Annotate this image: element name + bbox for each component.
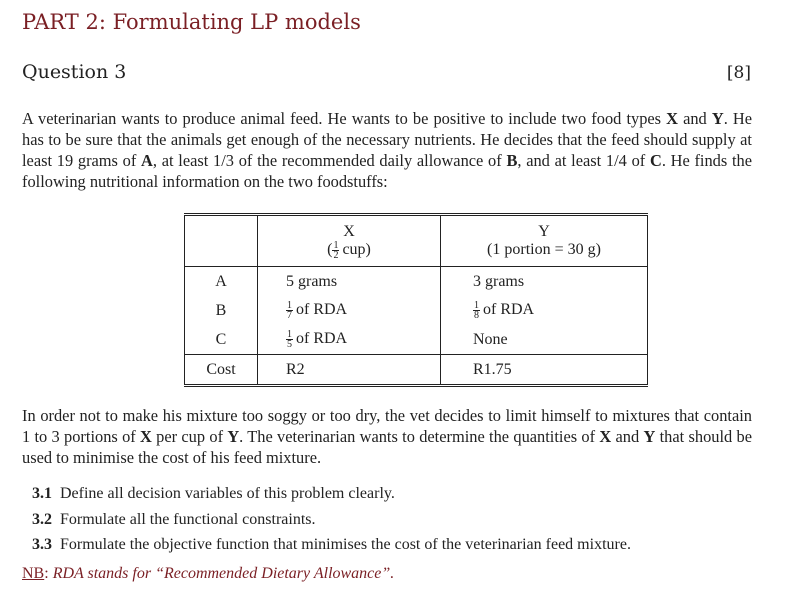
intro-paragraph: A veterinarian wants to produce animal feed. He wants to be positive to include two food types X and Y. He has to be sure that the animals get enough of the necessary nutrients. He decides that the feed should supply at least 19 grams of A, at least 1/3 of the recommended daily allowance of B, and at least 1/4 of C. He finds the following nutritional information on the two foodstuffs: <box>22 109 753 191</box>
header-y-unit: (1 portion = 30 g) <box>487 241 601 258</box>
cell-y: 3 grams <box>441 267 648 297</box>
header-y <box>441 215 648 267</box>
header-x-name: X <box>343 222 355 240</box>
header-x <box>258 215 441 267</box>
cell-x: 5 grams <box>258 267 441 297</box>
table-row <box>185 355 648 386</box>
row-label: B <box>185 296 258 325</box>
page-title: PART 2: Formulating LP models <box>22 10 361 34</box>
header-x-unit: ( $\frac{1}{2}$ cup) <box>327 239 371 261</box>
task-item: 3.2 Formulate all the functional constraints. <box>32 511 316 528</box>
question-marks: [8] <box>726 63 751 83</box>
row-label: C <box>185 325 258 355</box>
cell-x: $\frac{1}{5}$ of RDA <box>258 325 441 355</box>
table-row <box>185 325 648 355</box>
header-y-name: Y <box>538 223 550 240</box>
task-item: 3.3 Formulate the objective function that minimises the cost of the veterinarian feed mixture. <box>32 536 631 553</box>
task-item: 3.1 Define all decision variables of this problem clearly. <box>32 485 395 502</box>
question-title: Question 3 <box>22 61 127 83</box>
table-row <box>185 296 648 325</box>
row-label: Cost <box>185 355 258 386</box>
table-corner-cell <box>185 215 258 267</box>
cell-x: R2 <box>258 355 441 386</box>
cell-y: $\frac{1}{8}$ of RDA <box>441 296 648 325</box>
cell-x: $\frac{1}{7}$ of RDA <box>258 296 441 325</box>
row-label: A <box>185 267 258 297</box>
outro-paragraph: In order not to make his mixture too soggy or too dry, the vet decides to limit himself to mixtures that contain 1 to 3 portions of X per cup of Y. The veterinarian wants to determine the quantities of X and Y that should be used to minimise the cost of his feed mixture. <box>22 406 752 467</box>
table-row <box>185 267 648 297</box>
cell-y: R1.75 <box>441 355 648 386</box>
cell-y: None <box>441 325 648 355</box>
note: NB: RDA stands for “Recommended Dietary Allowance”. <box>22 565 395 582</box>
table-header-row <box>185 215 648 267</box>
nutrition-table <box>184 213 648 387</box>
